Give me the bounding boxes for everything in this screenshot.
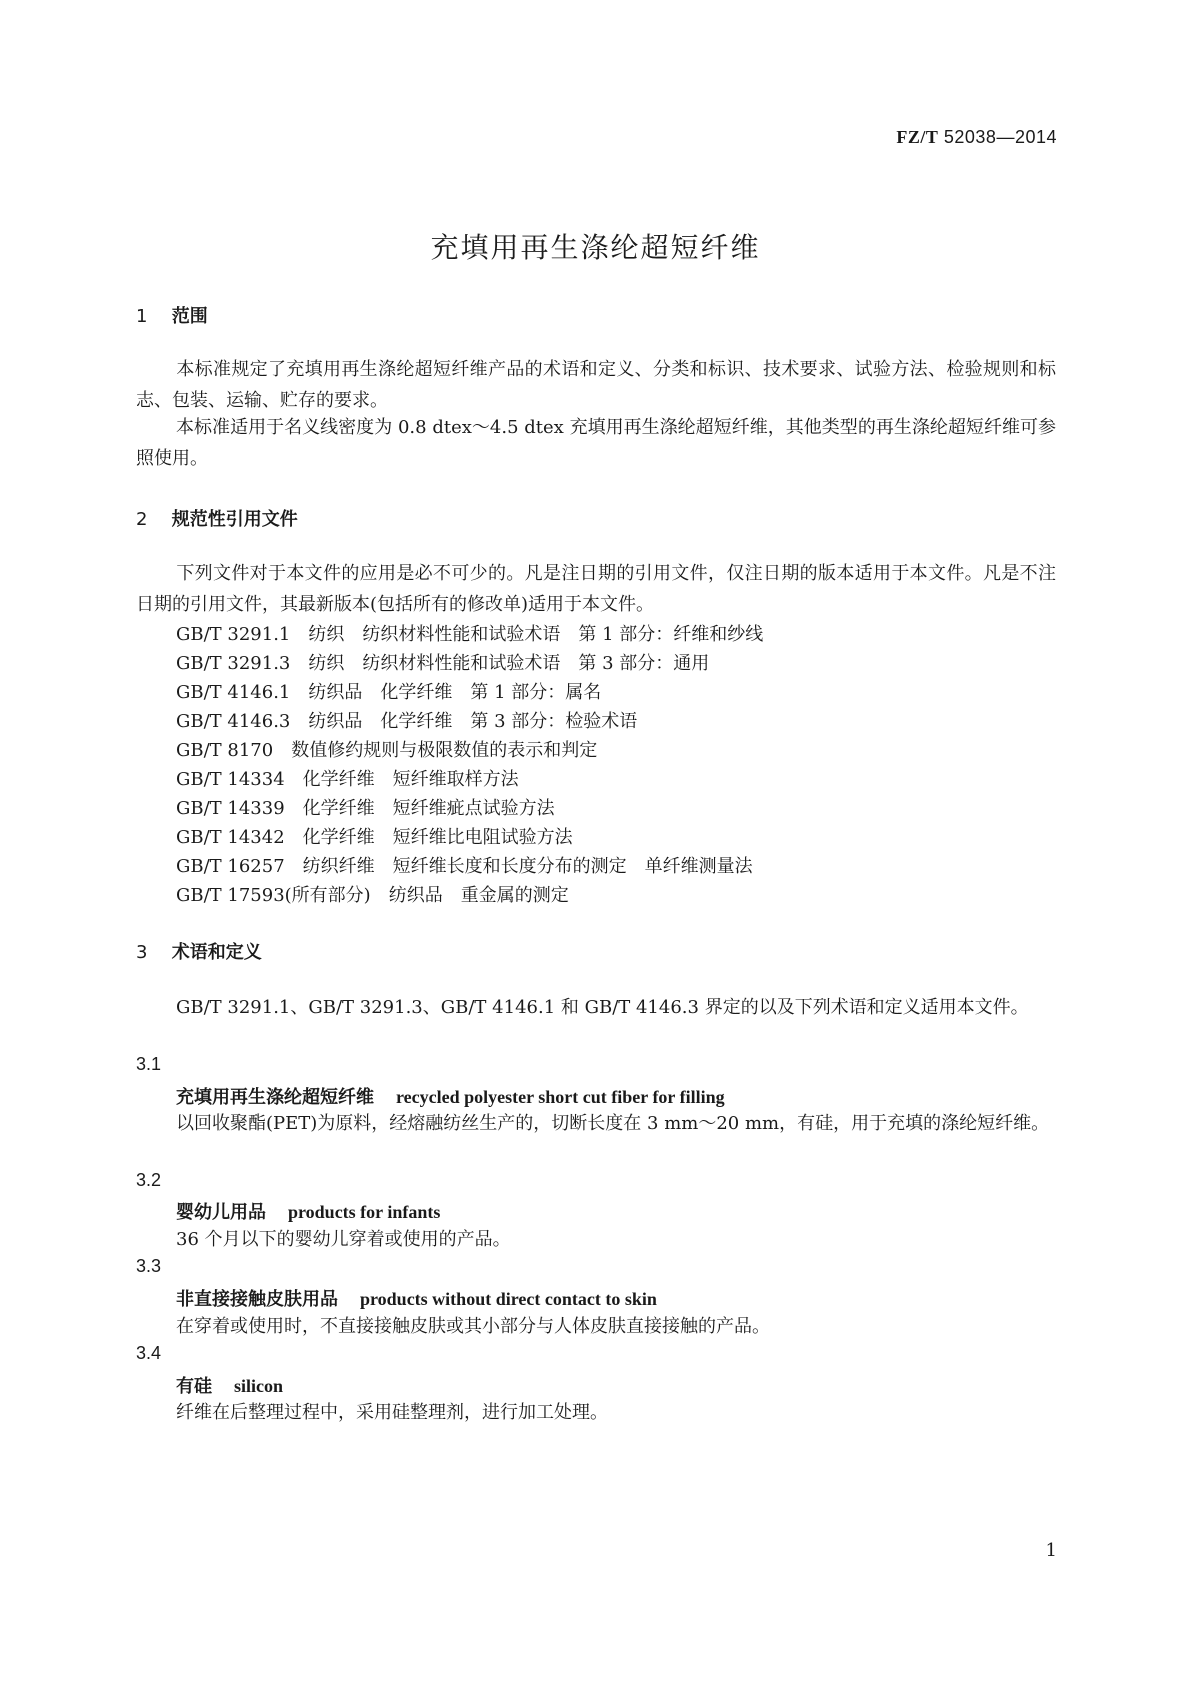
term-number: 3.1 bbox=[136, 1054, 162, 1074]
term-number: 3.2 bbox=[136, 1170, 162, 1190]
term-zh: 充填用再生涤纶超短纤维 bbox=[176, 1087, 374, 1108]
reference-item: GB/T 16257 纺织纤维 短纤维长度和长度分布的测定 单纤维测量法 bbox=[176, 856, 753, 877]
section-heading-2 bbox=[136, 505, 298, 531]
term-number: 3.4 bbox=[136, 1343, 162, 1363]
section-heading-1 bbox=[136, 302, 208, 328]
section-heading-3 bbox=[136, 938, 262, 964]
term-definition: 纤维在后整理过程中，采用硅整理剂，进行加工处理。 bbox=[176, 1402, 608, 1423]
term-entry bbox=[176, 1083, 725, 1109]
reference-item: GB/T 14339 化学纤维 短纤维疵点试验方法 bbox=[176, 798, 555, 819]
term-en: products without direct contact to skin bbox=[360, 1289, 657, 1309]
paragraph bbox=[136, 412, 1056, 474]
paragraph-text: 下列文件对于本文件的应用是必不可少的。凡是注日期的引用文件，仅注日期的版本适用于本文件。凡是不注日期的引用文件，其最新版本(包括所有的修改单)适用于本文件。 bbox=[136, 563, 1056, 615]
standard-prefix: FZ/T bbox=[896, 127, 939, 147]
paragraph-text: 本标准规定了充填用再生涤纶超短纤维产品的术语和定义、分类和标识、技术要求、试验方法、检验规则和标志、包装、运输、贮存的要求。 bbox=[136, 359, 1056, 411]
paragraph-text: 本标准适用于名义线密度为 0.8 dtex～4.5 dtex 充填用再生涤纶超短纤维，其他类型的再生涤纶超短纤维可参照使用。 bbox=[136, 417, 1056, 469]
reference-item: GB/T 3291.3 纺织 纺织材料性能和试验术语 第 3 部分：通用 bbox=[176, 653, 710, 674]
reference-item: GB/T 14334 化学纤维 短纤维取样方法 bbox=[176, 769, 519, 790]
term-zh: 有硅 bbox=[176, 1376, 212, 1397]
reference-item: GB/T 3291.1 纺织 纺织材料性能和试验术语 第 1 部分：纤维和纱线 bbox=[176, 624, 764, 645]
term-en: recycled polyester short cut fiber for filling bbox=[396, 1087, 725, 1107]
term-entry bbox=[176, 1285, 657, 1311]
term-zh: 婴幼儿用品 bbox=[176, 1202, 266, 1223]
standard-number bbox=[896, 127, 1057, 148]
reference-item: GB/T 4146.1 纺织品 化学纤维 第 1 部分：属名 bbox=[176, 682, 602, 703]
term-number: 3.3 bbox=[136, 1256, 162, 1276]
document-title: 充填用再生涤纶超短纤维 bbox=[430, 231, 761, 264]
standard-code: 52038—2014 bbox=[943, 127, 1057, 147]
paragraph bbox=[136, 558, 1056, 620]
paragraph bbox=[136, 992, 1056, 1023]
section-number: 1 bbox=[136, 306, 148, 327]
definition-text: 以回收聚酯(PET)为原料，经熔融纺丝生产的，切断长度在 3 mm～20 mm，有硅，用于充填的涤纶短纤维。 bbox=[176, 1113, 1050, 1134]
reference-item: GB/T 14342 化学纤维 短纤维比电阻试验方法 bbox=[176, 827, 573, 848]
section-number: 3 bbox=[136, 942, 148, 963]
term-definition: 在穿着或使用时，不直接接触皮肤或其小部分与人体皮肤直接接触的产品。 bbox=[176, 1316, 770, 1337]
reference-item: GB/T 4146.3 纺织品 化学纤维 第 3 部分：检验术语 bbox=[176, 711, 638, 732]
term-entry bbox=[176, 1198, 440, 1224]
section-title: 规范性引用文件 bbox=[171, 509, 298, 530]
term-definition bbox=[136, 1108, 1056, 1139]
page-number: 1 bbox=[1045, 1540, 1057, 1561]
term-entry bbox=[176, 1372, 283, 1398]
term-definition: 36 个月以下的婴幼儿穿着或使用的产品。 bbox=[176, 1229, 511, 1250]
section-number: 2 bbox=[136, 509, 148, 530]
term-en: silicon bbox=[234, 1376, 284, 1396]
reference-item: GB/T 8170 数值修约规则与极限数值的表示和判定 bbox=[176, 740, 598, 761]
reference-item: GB/T 17593(所有部分) 纺织品 重金属的测定 bbox=[176, 885, 569, 906]
term-en: products for infants bbox=[288, 1202, 441, 1222]
term-zh: 非直接接触皮肤用品 bbox=[176, 1289, 338, 1310]
paragraph bbox=[136, 354, 1056, 416]
paragraph-text: GB/T 3291.1、GB/T 3291.3、GB/T 4146.1 和 GB/T 4146.3 界定的以及下列术语和定义适用本文件。 bbox=[176, 997, 1029, 1018]
section-title: 范围 bbox=[171, 306, 208, 327]
section-title: 术语和定义 bbox=[171, 942, 262, 963]
